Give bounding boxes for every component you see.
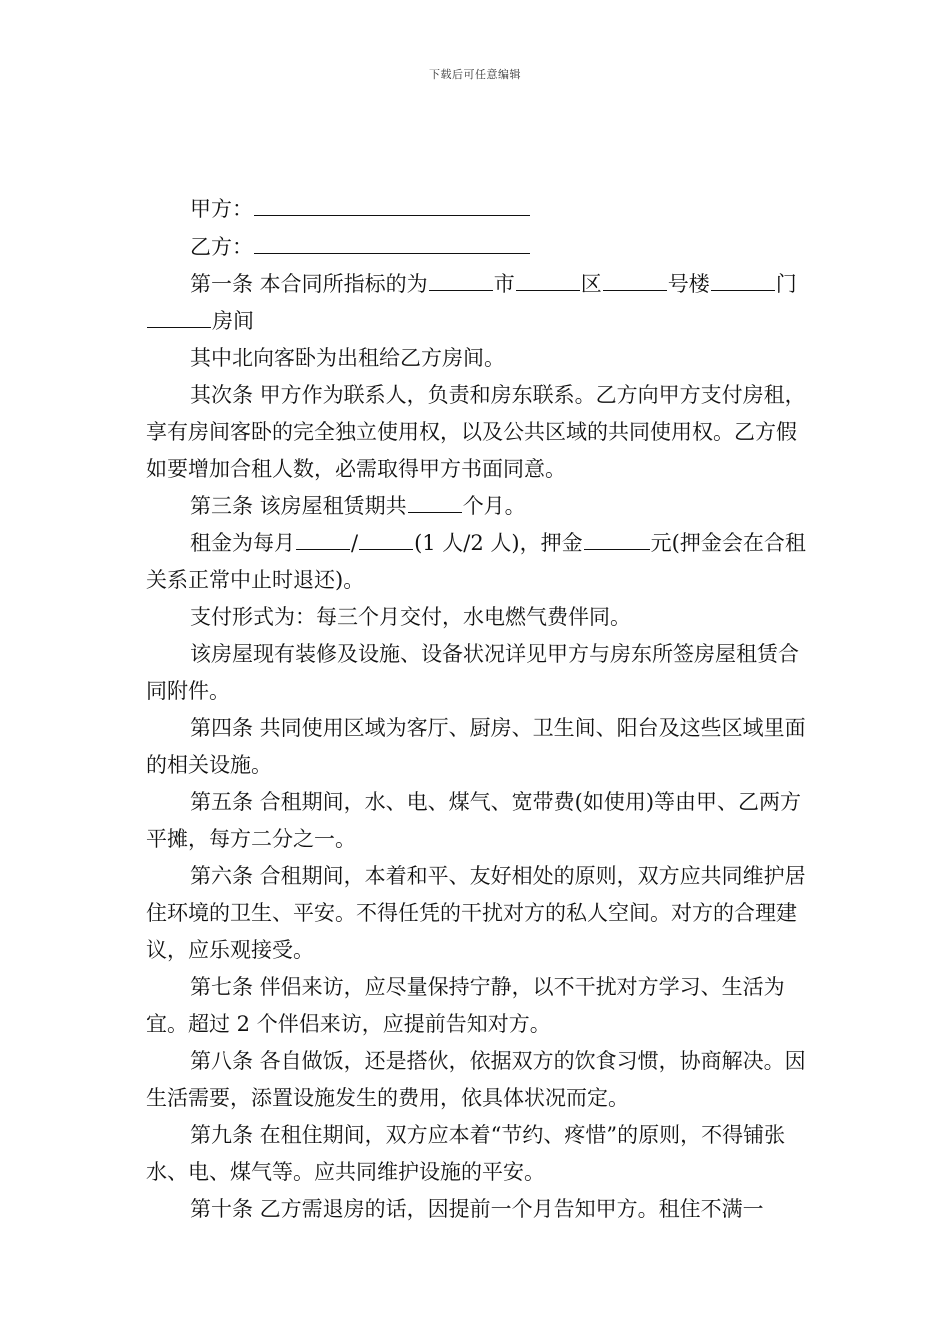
rent-text: 租金为每月 <box>190 531 295 555</box>
building-label: 号楼 <box>667 272 710 296</box>
rent-1-blank <box>296 527 350 550</box>
district-blank <box>516 268 580 291</box>
article-3 <box>146 488 814 525</box>
party-b-label: 乙方： <box>190 235 253 259</box>
article-10: 第十条 乙方需退房的话，因提前一个月告知甲方。租住不满一 <box>190 1197 764 1221</box>
deposit-text: 元(押金会在合租关系正常中止时退还)。 <box>146 531 806 592</box>
article-6: 第六条 合租期间，本着和平、友好相处的原则，双方应共同维护居住环境的卫生、平安。不得任凭的干扰对方的私人空间。对方的合理建议，应乐观接受。 <box>146 864 806 962</box>
header-note: 下载后可任意编辑 <box>429 68 521 81</box>
contract-body <box>146 190 814 1228</box>
article-5: 第五条 合租期间，水、电、煤气、宽带费(如使用)等由甲、乙两方平摊，每方二分之一。 <box>146 790 802 851</box>
rent-2-blank <box>359 527 413 550</box>
unit-label: 门 <box>775 272 797 296</box>
party-b-line <box>146 228 814 266</box>
room-blank <box>147 305 211 328</box>
party-b-blank <box>254 231 530 254</box>
article-2: 其次条 甲方作为联系人，负责和房东联系。乙方向甲方支付房租，享有房间客卧的完全独立使用权，以及公共区域的共同使用权。乙方假如要增加合租人数，必需取得甲方书面同意。 <box>146 383 806 481</box>
building-blank <box>603 268 667 291</box>
payment-clause: 支付形式为：每三个月交付，水电燃气费伴同。 <box>190 605 631 629</box>
term-blank <box>408 490 462 513</box>
article-3-suffix: 个月。 <box>462 494 526 518</box>
party-a-blank <box>254 193 530 216</box>
article-3-text: 第三条 该房屋租赁期共 <box>190 494 407 518</box>
article-8: 第八条 各自做饭，还是搭伙，依据双方的饮食习惯，协商解决。因生活需要，添置设施发生的费用，依具体状况而定。 <box>146 1049 806 1110</box>
deposit-blank <box>584 527 650 550</box>
rent-persons-text: (1 人/2 人)，押金 <box>414 531 583 555</box>
party-a-label: 甲方： <box>190 197 253 221</box>
city-blank <box>429 268 493 291</box>
facilities-clause: 该房屋现有装修及设施、设备状况详见甲方与房东所签房屋租赁合同附件。 <box>146 642 799 703</box>
article-7: 第七条 伴侣来访，应尽量保持宁静，以不干扰对方学习、生活为宜。超过 2 个伴侣来访，应提前告知对方。 <box>146 975 785 1036</box>
article-1 <box>146 266 814 340</box>
rent-clause <box>146 525 814 599</box>
unit-blank <box>711 268 775 291</box>
article-4: 第四条 共同使用区域为客厅、厨房、卫生间、阳台及这些区域里面的相关设施。 <box>146 716 806 777</box>
room-description: 其中北向客卧为出租给乙方房间。 <box>190 346 505 370</box>
article-9: 第九条 在租住期间，双方应本着“节约、疼惜”的原则，不得铺张水、电、煤气等。应共同维护设施的平安。 <box>146 1123 786 1184</box>
party-a-line <box>146 190 814 228</box>
district-label: 区 <box>580 272 602 296</box>
article-1-text: 第一条 本合同所指标的为 <box>190 272 428 296</box>
city-label: 市 <box>493 272 515 296</box>
rent-slash: / <box>351 531 359 555</box>
room-label: 房间 <box>212 309 254 333</box>
